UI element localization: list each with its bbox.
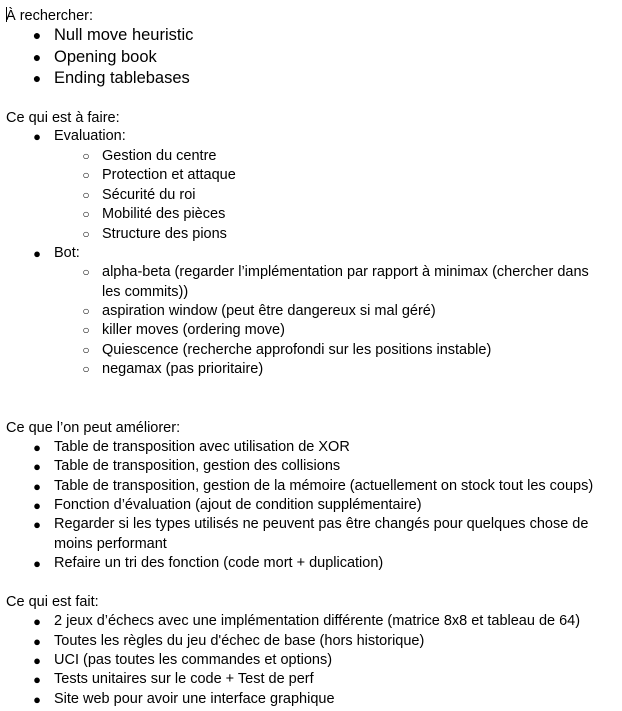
bullet-icon: ● (33, 459, 41, 474)
sub-list-item: ○ Structure des pions (102, 225, 602, 245)
hollow-bullet-icon: ○ (82, 304, 90, 318)
list-item: ● Evaluation: (54, 127, 610, 147)
sub-list-item: ○ Sécurité du roi (102, 186, 602, 206)
hollow-bullet-icon: ○ (82, 227, 90, 241)
bullet-icon: ● (33, 498, 41, 513)
sub-list-item: ○ Gestion du centre (102, 147, 602, 167)
list-item: ● 2 jeux d’échecs avec une implémentation différente (matrice 8x8 et tableau de 64) (54, 612, 610, 632)
bullet-icon: ● (33, 246, 41, 261)
hollow-bullet-icon: ○ (82, 362, 90, 376)
sub-list-item: ○ Protection et attaque (102, 166, 602, 186)
list-item: ● Site web pour avoir une interface graphique (54, 690, 610, 710)
sub-list-item: ○ negamax (pas prioritaire) (102, 360, 602, 380)
hollow-bullet-icon: ○ (82, 343, 90, 357)
sub-list-item: ○ aspiration window (peut être dangereux si mal géré) (102, 302, 602, 322)
list-item: ● Toutes les règles du jeu d'échec de base (hors historique) (54, 632, 610, 652)
bullet-icon: ● (33, 614, 41, 629)
hollow-bullet-icon: ○ (82, 149, 90, 163)
list-item: ● Opening book (54, 47, 610, 69)
sub-list-item: ○ alpha-beta (regarder l’implémentation par rapport à minimax (chercher dans les commits)) (102, 263, 602, 302)
list-item: ● Refaire un tri des fonction (code mort + duplication) (54, 554, 610, 574)
section-heading-a-rechercher: À rechercher: (6, 8, 94, 24)
bullet-icon: ● (33, 440, 41, 455)
bullet-icon: ● (33, 479, 41, 494)
section-heading-ameliorer: Ce que l’on peut améliorer: (6, 420, 181, 436)
hollow-bullet-icon: ○ (82, 323, 90, 337)
hollow-bullet-icon: ○ (82, 265, 90, 279)
bullet-icon: ● (32, 27, 42, 43)
bullet-icon: ● (32, 70, 42, 86)
list-item: ● Null move heuristic (54, 25, 610, 47)
list-item: ● Regarder si les types utilisés ne peuvent pas être changés pour quelques chose de moins performant (54, 515, 610, 554)
hollow-bullet-icon: ○ (82, 168, 90, 182)
sub-list-item: ○ killer moves (ordering move) (102, 321, 602, 341)
list-item: ● Table de transposition, gestion de la mémoire (actuellement on stock tout les coups) (54, 477, 610, 497)
bullet-icon: ● (33, 634, 41, 649)
list-item: ● UCI (pas toutes les commandes et options) (54, 651, 610, 671)
bullet-icon: ● (33, 556, 41, 571)
list-item: ● Ending tablebases (54, 68, 610, 90)
list-item: ● Tests unitaires sur le code + Test de perf (54, 670, 610, 690)
bullet-icon: ● (33, 672, 41, 687)
list-item: ● Table de transposition, gestion des collisions (54, 457, 610, 477)
hollow-bullet-icon: ○ (82, 188, 90, 202)
sub-list-item: ○ Quiescence (recherche approfondi sur les positions instable) (102, 341, 602, 361)
sub-list-item: ○ Mobilité des pièces (102, 205, 602, 225)
list-item: ● Table de transposition avec utilisation de XOR (54, 438, 610, 458)
list-item: ● Fonction d’évaluation (ajout de condition supplémentaire) (54, 496, 610, 516)
list-item: ● Bot: (54, 244, 610, 264)
bullet-icon: ● (33, 653, 41, 668)
bullet-icon: ● (32, 48, 42, 65)
bullet-icon: ● (33, 517, 41, 532)
hollow-bullet-icon: ○ (82, 207, 90, 221)
bullet-icon: ● (33, 692, 41, 707)
bullet-icon: ● (33, 129, 41, 144)
section-heading-a-faire: Ce qui est à faire: (6, 110, 120, 126)
section-heading-fait: Ce qui est fait: (6, 594, 99, 610)
